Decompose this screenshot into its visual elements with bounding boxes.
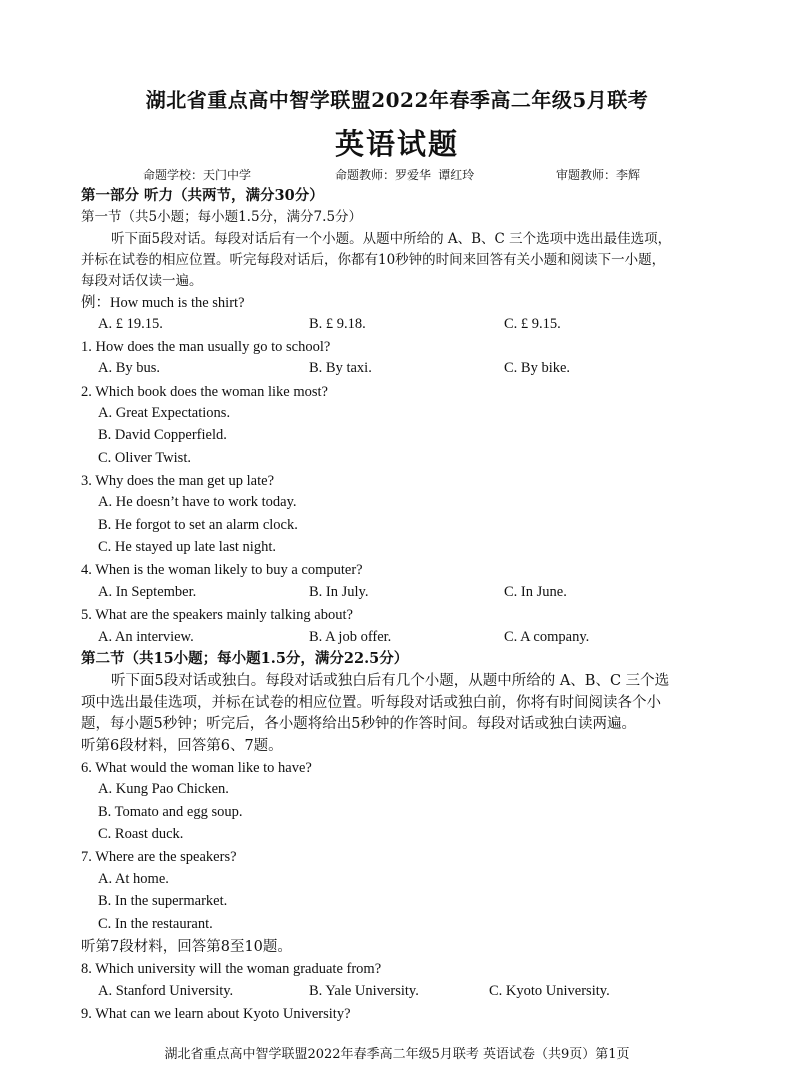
q8-option-c: C. Kyoto University.	[489, 983, 610, 999]
q2-option-b: B. David Copperfield.	[98, 427, 227, 443]
q5-option-b: B. A job offer.	[309, 629, 392, 645]
q4-option-a: A. In September.	[98, 584, 197, 600]
teachers-info: 命题教师：罗爱华 谭红玲	[335, 168, 475, 182]
q7-option-a: A. At home.	[98, 871, 169, 887]
question-7: 7. Where are the speakers?	[81, 849, 237, 865]
section1-heading: 第一节（共5小题；每小题1.5分，满分7.5分）	[81, 209, 363, 225]
section2-instr-3: 题，每小题5秒钟；听完后，各小题将给出5秒钟的作答时间。每段对话或独白读两遍。	[81, 716, 636, 732]
exam-subtitle: 英语试题	[334, 127, 459, 161]
question-3: 3. Why does the man get up late?	[81, 473, 275, 489]
section2-heading: 第二节（共15小题；每小题1.5分，满分22.5分）	[81, 650, 409, 667]
question-6: 6. What would the woman like to have?	[81, 760, 312, 776]
q3-option-b: B. He forgot to set an alarm clock.	[98, 517, 298, 533]
section2-instr-2: 项中选出最佳选项，并标在试卷的相应位置。听每段对话或独白前，你将有时间阅读各个小	[81, 695, 661, 711]
q6-option-c: C. Roast duck.	[98, 826, 184, 842]
q8-option-b: B. Yale University.	[309, 983, 419, 999]
q1-option-a: A. By bus.	[98, 360, 161, 376]
question-9: 9. What can we learn about Kyoto University?	[81, 1006, 351, 1022]
exam-title: 湖北省重点高中智学联盟2022年春季高二年级5月联考	[145, 88, 649, 112]
material-6-note: 听第6段材料，回答第6、7题。	[81, 738, 283, 754]
section1-instr-2: 并标在试卷的相应位置。听完每段对话后，你都有10秒钟的时间来回答有关小题和阅读下一小题，	[81, 252, 666, 268]
q7-option-b: B. In the supermarket.	[98, 893, 228, 909]
question-2: 2. Which book does the woman like most?	[81, 384, 328, 400]
page-footer: 湖北省重点高中智学联盟2022年春季高二年级5月联考 英语试卷（共9页）第1页	[164, 1047, 630, 1062]
example-question: 例：How much is the shirt?	[81, 295, 245, 311]
q4-option-c: C. In June.	[504, 584, 567, 600]
question-4: 4. When is the woman likely to buy a computer?	[81, 562, 363, 578]
q1-option-b: B. By taxi.	[309, 360, 372, 376]
part1-heading: 第一部分 听力（共两节，满分30分）	[81, 187, 324, 204]
q3-option-c: C. He stayed up late last night.	[98, 539, 276, 555]
section1-instr-1: 听下面5段对话。每段对话后有一个小题。从题中所给的 A、B、C 三个选项中选出最佳选项，	[111, 231, 672, 247]
question-1: 1. How does the man usually go to school?	[81, 339, 331, 355]
q8-option-a: A. Stanford University.	[98, 983, 234, 999]
school-info: 命题学校：天门中学	[143, 168, 252, 182]
q4-option-b: B. In July.	[309, 584, 369, 600]
q2-option-c: C. Oliver Twist.	[98, 450, 191, 466]
question-5: 5. What are the speakers mainly talking about?	[81, 607, 353, 623]
q2-option-a: A. Great Expectations.	[98, 405, 231, 421]
q3-option-a: A. He doesn’t have to work today.	[98, 494, 297, 510]
example-option-b: B. £ 9.18.	[309, 316, 366, 332]
q6-option-a: A. Kung Pao Chicken.	[98, 781, 229, 797]
q6-option-b: B. Tomato and egg soup.	[98, 804, 243, 820]
example-option-c: C. £ 9.15.	[504, 316, 561, 332]
material-7-note: 听第7段材料，回答第8至10题。	[81, 939, 292, 955]
q5-option-c: C. A company.	[504, 629, 590, 645]
q1-option-c: C. By bike.	[504, 360, 571, 376]
section1-instr-3: 每段对话仅读一遍。	[81, 273, 203, 289]
q5-option-a: A. An interview.	[98, 629, 194, 645]
example-option-a: A. £ 19.15.	[98, 316, 163, 332]
question-8: 8. Which university will the woman graduate from?	[81, 961, 382, 977]
reviewer-info: 审题教师：李辉	[556, 168, 641, 182]
section2-instr-1: 听下面5段对话或独白。每段对话或独白后有几个小题，从题中所给的 A、B、C 三个选	[111, 673, 670, 689]
q7-option-c: C. In the restaurant.	[98, 916, 213, 932]
